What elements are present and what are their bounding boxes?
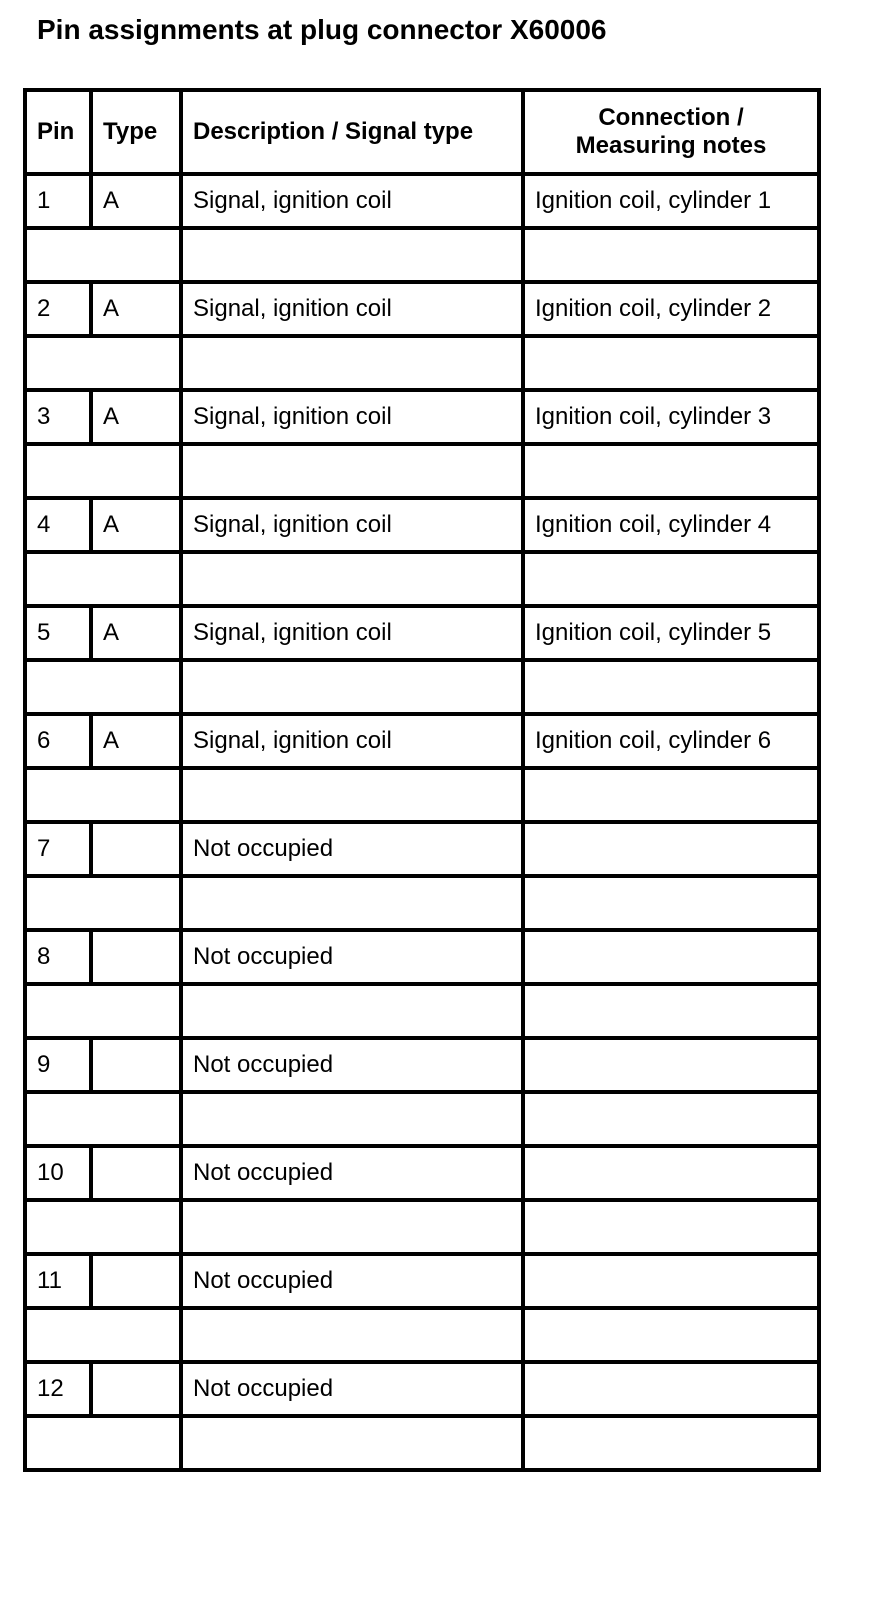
pin-assignment-table bbox=[23, 88, 821, 1472]
spacer-cell-connection bbox=[523, 660, 819, 714]
spacer-row bbox=[25, 228, 819, 282]
cell-pin: 5 bbox=[25, 606, 91, 660]
spacer-row bbox=[25, 768, 819, 822]
header-pin: Pin bbox=[25, 90, 91, 174]
cell-connection: Ignition coil, cylinder 5 bbox=[523, 606, 819, 660]
spacer-cell-connection bbox=[523, 984, 819, 1038]
cell-pin: 4 bbox=[25, 498, 91, 552]
spacer-cell-description bbox=[181, 984, 523, 1038]
spacer-cell-pin-type bbox=[25, 984, 181, 1038]
spacer-cell-pin-type bbox=[25, 552, 181, 606]
table-body bbox=[25, 174, 819, 1470]
cell-type: A bbox=[91, 282, 181, 336]
table-row bbox=[25, 606, 819, 660]
spacer-row bbox=[25, 1200, 819, 1254]
table-row bbox=[25, 1362, 819, 1416]
cell-connection bbox=[523, 930, 819, 984]
page-title: Pin assignments at plug connector X60006 bbox=[37, 14, 607, 45]
cell-type bbox=[91, 1254, 181, 1308]
spacer-row bbox=[25, 660, 819, 714]
spacer-cell-description bbox=[181, 876, 523, 930]
spacer-cell-pin-type bbox=[25, 1200, 181, 1254]
cell-type bbox=[91, 822, 181, 876]
table-row bbox=[25, 930, 819, 984]
cell-pin: 2 bbox=[25, 282, 91, 336]
cell-pin: 3 bbox=[25, 390, 91, 444]
cell-description: Signal, ignition coil bbox=[181, 390, 523, 444]
cell-description: Signal, ignition coil bbox=[181, 606, 523, 660]
spacer-cell-description bbox=[181, 1416, 523, 1470]
header-connection-line2: Measuring notes bbox=[575, 132, 767, 159]
cell-description: Signal, ignition coil bbox=[181, 174, 523, 228]
spacer-cell-description bbox=[181, 444, 523, 498]
table-row bbox=[25, 390, 819, 444]
spacer-cell-connection bbox=[523, 1308, 819, 1362]
spacer-row bbox=[25, 552, 819, 606]
header-description: Description / Signal type bbox=[181, 90, 523, 174]
spacer-cell-connection bbox=[523, 876, 819, 930]
spacer-cell-connection bbox=[523, 768, 819, 822]
header-connection bbox=[523, 90, 819, 174]
cell-description: Not occupied bbox=[181, 930, 523, 984]
spacer-cell-pin-type bbox=[25, 876, 181, 930]
cell-connection: Ignition coil, cylinder 6 bbox=[523, 714, 819, 768]
spacer-cell-description bbox=[181, 552, 523, 606]
cell-description: Not occupied bbox=[181, 1362, 523, 1416]
spacer-row bbox=[25, 1092, 819, 1146]
spacer-cell-connection bbox=[523, 336, 819, 390]
spacer-cell-description bbox=[181, 1200, 523, 1254]
cell-pin: 10 bbox=[25, 1146, 91, 1200]
cell-description: Not occupied bbox=[181, 822, 523, 876]
table-row bbox=[25, 174, 819, 228]
table-row bbox=[25, 282, 819, 336]
cell-pin: 7 bbox=[25, 822, 91, 876]
cell-pin: 1 bbox=[25, 174, 91, 228]
spacer-row bbox=[25, 1308, 819, 1362]
cell-type bbox=[91, 930, 181, 984]
spacer-cell-pin-type bbox=[25, 660, 181, 714]
cell-description: Signal, ignition coil bbox=[181, 498, 523, 552]
spacer-cell-connection bbox=[523, 444, 819, 498]
cell-description: Not occupied bbox=[181, 1038, 523, 1092]
spacer-row bbox=[25, 1416, 819, 1470]
cell-connection: Ignition coil, cylinder 3 bbox=[523, 390, 819, 444]
cell-connection: Ignition coil, cylinder 2 bbox=[523, 282, 819, 336]
spacer-row bbox=[25, 984, 819, 1038]
cell-type: A bbox=[91, 714, 181, 768]
cell-type bbox=[91, 1362, 181, 1416]
spacer-cell-pin-type bbox=[25, 336, 181, 390]
spacer-row bbox=[25, 876, 819, 930]
spacer-cell-description bbox=[181, 336, 523, 390]
spacer-cell-description bbox=[181, 1308, 523, 1362]
cell-type: A bbox=[91, 606, 181, 660]
cell-type: A bbox=[91, 498, 181, 552]
header-type: Type bbox=[91, 90, 181, 174]
cell-description: Not occupied bbox=[181, 1146, 523, 1200]
spacer-cell-pin-type bbox=[25, 1308, 181, 1362]
cell-description: Signal, ignition coil bbox=[181, 282, 523, 336]
cell-type: A bbox=[91, 390, 181, 444]
cell-connection bbox=[523, 1146, 819, 1200]
table-row bbox=[25, 1038, 819, 1092]
cell-connection: Ignition coil, cylinder 4 bbox=[523, 498, 819, 552]
spacer-cell-pin-type bbox=[25, 1092, 181, 1146]
cell-connection bbox=[523, 1038, 819, 1092]
cell-connection bbox=[523, 822, 819, 876]
cell-pin: 8 bbox=[25, 930, 91, 984]
header-connection-line1: Connection / bbox=[598, 104, 744, 131]
cell-connection: Ignition coil, cylinder 1 bbox=[523, 174, 819, 228]
cell-connection bbox=[523, 1362, 819, 1416]
spacer-row bbox=[25, 336, 819, 390]
cell-type bbox=[91, 1146, 181, 1200]
spacer-cell-description bbox=[181, 768, 523, 822]
cell-pin: 6 bbox=[25, 714, 91, 768]
spacer-cell-connection bbox=[523, 228, 819, 282]
spacer-cell-pin-type bbox=[25, 444, 181, 498]
spacer-cell-connection bbox=[523, 1200, 819, 1254]
cell-pin: 11 bbox=[25, 1254, 91, 1308]
spacer-cell-description bbox=[181, 660, 523, 714]
cell-description: Signal, ignition coil bbox=[181, 714, 523, 768]
spacer-cell-description bbox=[181, 228, 523, 282]
table-row bbox=[25, 714, 819, 768]
cell-type bbox=[91, 1038, 181, 1092]
table-row bbox=[25, 1146, 819, 1200]
table-row bbox=[25, 498, 819, 552]
spacer-cell-pin-type bbox=[25, 1416, 181, 1470]
spacer-cell-description bbox=[181, 1092, 523, 1146]
spacer-cell-connection bbox=[523, 1416, 819, 1470]
cell-description: Not occupied bbox=[181, 1254, 523, 1308]
table-header-row bbox=[25, 90, 819, 174]
spacer-cell-connection bbox=[523, 1092, 819, 1146]
cell-type: A bbox=[91, 174, 181, 228]
spacer-cell-pin-type bbox=[25, 228, 181, 282]
spacer-cell-pin-type bbox=[25, 768, 181, 822]
spacer-row bbox=[25, 444, 819, 498]
spacer-cell-connection bbox=[523, 552, 819, 606]
cell-connection bbox=[523, 1254, 819, 1308]
table-row bbox=[25, 822, 819, 876]
cell-pin: 9 bbox=[25, 1038, 91, 1092]
cell-pin: 12 bbox=[25, 1362, 91, 1416]
table-row bbox=[25, 1254, 819, 1308]
